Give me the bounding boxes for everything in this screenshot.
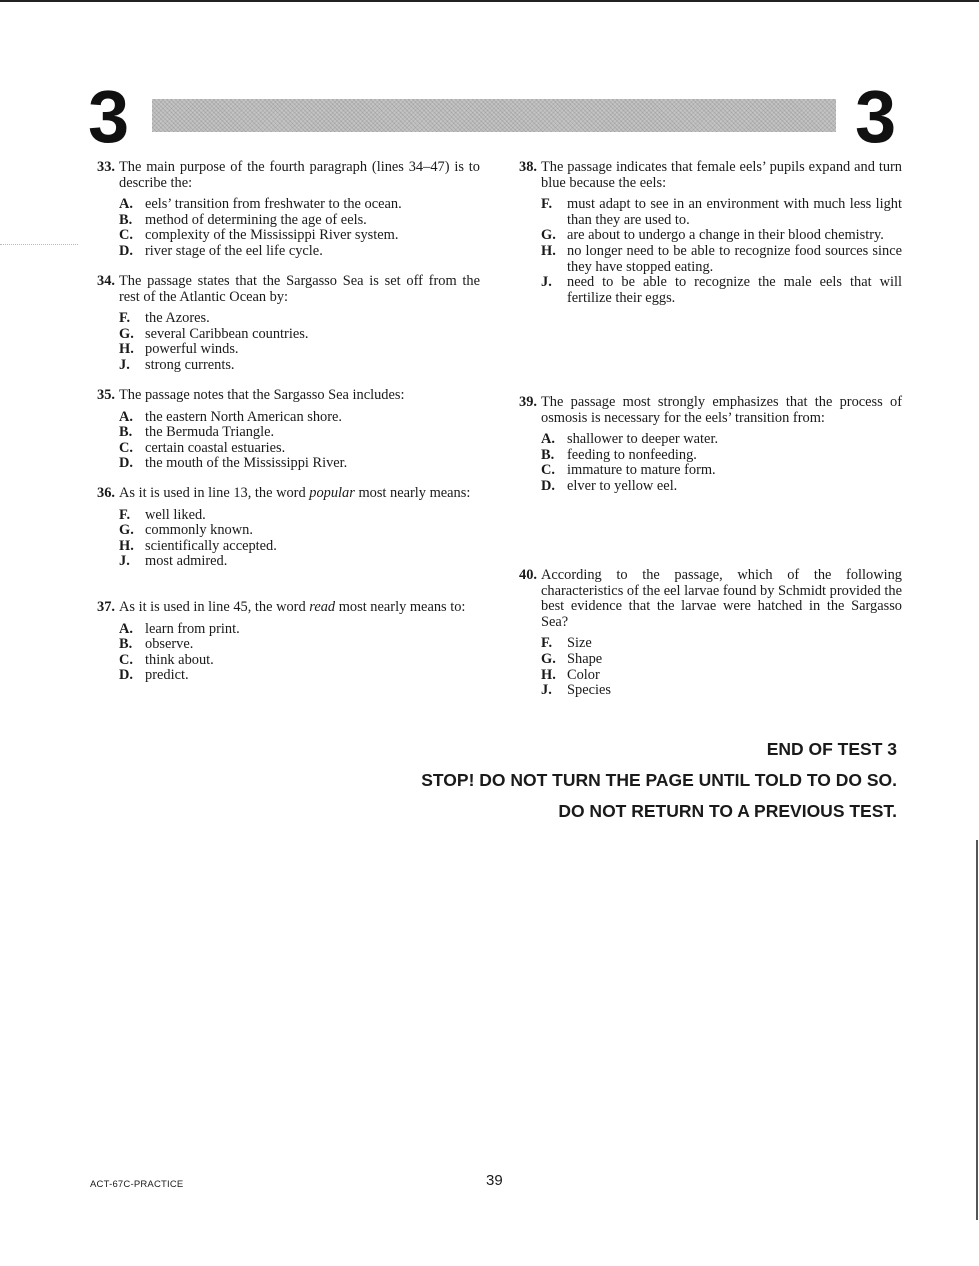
answer-option[interactable]: J. most admired. — [119, 553, 228, 570]
page-number: 39 — [486, 1172, 503, 1189]
answer-option[interactable]: H. scientifically accepted. — [119, 537, 277, 554]
question-34 — [90, 274, 480, 374]
answer-option[interactable]: A. learn from print. — [119, 620, 240, 637]
question-stem: The passage states that the Sargasso Sea is set off from the rest of the Atlantic Ocean by: — [119, 273, 480, 305]
answer-option[interactable]: A. the eastern North American shore. — [119, 408, 342, 425]
margin-dots — [0, 244, 78, 245]
answer-option[interactable]: D. predict. — [119, 667, 189, 684]
answer-option[interactable]: C. think about. — [119, 651, 214, 668]
answer-option[interactable]: B. the Bermuda Triangle. — [119, 424, 275, 441]
answer-option[interactable]: D. river stage of the eel life cycle. — [119, 242, 323, 259]
answer-option[interactable]: J. Species — [541, 682, 611, 699]
answer-option[interactable]: B. feeding to nonfeeding. — [541, 446, 697, 463]
answer-option[interactable]: A. shallower to deeper water. — [541, 431, 719, 448]
question-stem: The main purpose of the fourth paragraph (lines 34–47) is to describe the: — [119, 159, 480, 191]
answer-option[interactable]: B. observe. — [119, 636, 194, 653]
answer-option[interactable]: F. must adapt to see in an environment with much less light than they are used to. — [541, 196, 902, 228]
question-number: 40. — [519, 567, 537, 583]
header-shaded-bar — [152, 99, 836, 132]
answer-option[interactable]: G. Shape — [541, 650, 603, 667]
answer-option[interactable]: G. several Caribbean countries. — [119, 325, 309, 342]
answer-option[interactable]: F. Size — [541, 635, 592, 652]
question-stem: As it is used in line 45, the word read most nearly means to: — [119, 599, 466, 615]
right-edge-rule — [976, 840, 978, 1220]
answer-option[interactable]: G. commonly known. — [119, 522, 253, 539]
question-number: 33. — [97, 159, 115, 175]
answer-option[interactable]: C. certain coastal estuaries. — [119, 439, 286, 456]
answer-option[interactable]: D. the mouth of the Mississippi River. — [119, 455, 348, 472]
section-number-right: 3 — [855, 75, 897, 158]
question-33 — [90, 160, 480, 260]
emphasized-word: popular — [309, 485, 355, 501]
question-number: 38. — [519, 159, 537, 175]
emphasized-word: read — [309, 599, 336, 615]
question-35 — [90, 388, 480, 472]
question-40 — [512, 568, 902, 699]
answer-option[interactable]: J. need to be able to recognize the male eels that will fertilize their eggs. — [541, 274, 902, 306]
question-38 — [512, 160, 902, 306]
answer-option[interactable]: C. complexity of the Mississippi River system. — [119, 227, 399, 244]
question-number: 35. — [97, 387, 115, 403]
question-36 — [90, 486, 480, 570]
answer-option[interactable]: H. Color — [541, 666, 600, 683]
answer-option[interactable]: D. elver to yellow eel. — [541, 477, 678, 494]
footer-test-code: ACT-67C-PRACTICE — [90, 1179, 184, 1190]
question-37 — [90, 600, 480, 684]
section-number-left: 3 — [88, 75, 130, 158]
answer-option[interactable]: J. strong currents. — [119, 356, 235, 373]
answer-option[interactable]: F. well liked. — [119, 506, 206, 523]
no-return-notice: DO NOT RETURN TO A PREVIOUS TEST. — [558, 801, 897, 821]
answer-option[interactable]: H. powerful winds. — [119, 341, 239, 358]
end-of-test-heading: END OF TEST 3 — [766, 739, 897, 759]
question-number: 36. — [97, 485, 115, 501]
answer-option[interactable]: G. are about to undergo a change in their blood chemistry. — [541, 227, 884, 244]
answer-option[interactable]: B. method of determining the age of eels. — [119, 211, 367, 228]
answer-option[interactable]: A. eels’ transition from freshwater to the ocean. — [119, 196, 402, 213]
question-stem: According to the passage, which of the following characteristics of the eel larvae found by Schmidt provided the best evidence that the larvae were hatched in the Sargasso Sea? — [541, 567, 902, 630]
answer-option[interactable]: H. no longer need to be able to recognize food sources since they have stopped eating. — [541, 242, 902, 275]
question-number: 37. — [97, 599, 115, 615]
question-stem: The passage notes that the Sargasso Sea includes: — [119, 387, 405, 403]
question-39 — [512, 395, 902, 495]
question-number: 39. — [519, 394, 537, 410]
question-number: 34. — [97, 273, 115, 289]
top-rule — [0, 0, 979, 2]
question-stem: The passage most strongly emphasizes that the process of osmosis is necessary for the eels’ transition from: — [541, 394, 902, 426]
stop-notice: STOP! DO NOT TURN THE PAGE UNTIL TOLD TO DO SO. — [421, 770, 897, 790]
answer-option[interactable]: C. immature to mature form. — [541, 462, 716, 479]
question-stem: The passage indicates that female eels’ pupils expand and turn blue because the eels: — [541, 159, 902, 191]
question-stem: As it is used in line 13, the word popular most nearly means: — [119, 485, 471, 501]
answer-option[interactable]: F. the Azores. — [119, 310, 210, 327]
